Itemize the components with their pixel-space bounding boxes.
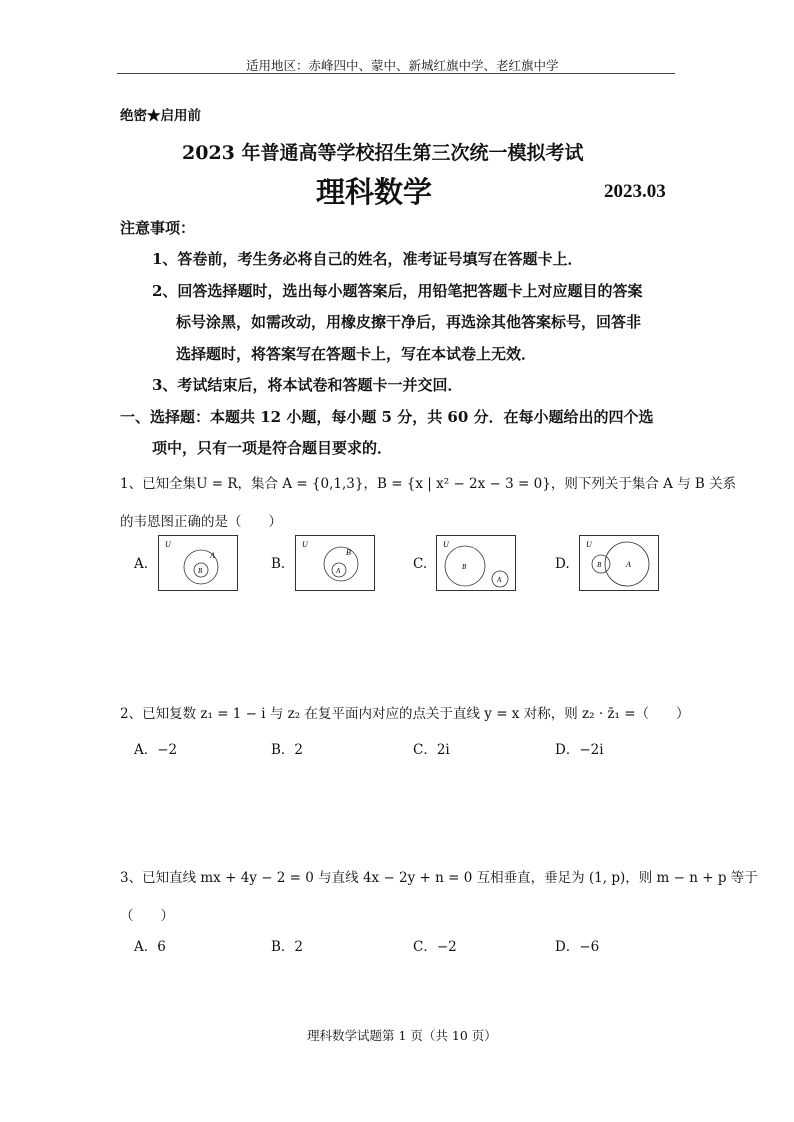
venn-d-universe-label: U bbox=[586, 540, 592, 549]
note-item: 标号涂黑，如需改动，用橡皮擦干净后，再选涂其他答案标号，回答非 bbox=[176, 313, 642, 331]
venn-b-set-b-label: B bbox=[346, 548, 351, 557]
venn-d-set-b-label: B bbox=[597, 561, 602, 569]
venn-c-set-b-label: B bbox=[462, 563, 467, 571]
notes-heading: 注意事项： bbox=[120, 219, 196, 237]
q1-option-d-label[interactable]: D. bbox=[555, 556, 570, 572]
q3-option-a[interactable]: A．6 bbox=[134, 939, 166, 955]
exam-date: 2023.03 bbox=[604, 181, 666, 202]
venn-diagram-a[interactable] bbox=[158, 535, 238, 591]
note-item: 2、回答选择题时，选出每小题答案后，用铅笔把答题卡上对应题目的答案 bbox=[152, 282, 643, 300]
note-item: 选择题时，将答案写在答题卡上，写在本试卷上无效． bbox=[176, 345, 537, 363]
venn-d-graphic bbox=[580, 536, 658, 590]
venn-diagram-d[interactable] bbox=[579, 535, 659, 591]
question-1-stem: 1、已知全集U = R，集合 A = {0,1,3}，B = {x | x² − 2x − 3 = 0}，则下列关于集合 A 与 B 关系 bbox=[120, 476, 737, 492]
note-item: 1、答卷前，考生务必将自己的姓名，准考证号填写在答题卡上． bbox=[152, 250, 583, 268]
q2-option-a[interactable]: A．−2 bbox=[134, 742, 178, 758]
venn-b-set-a-label: A bbox=[336, 567, 341, 575]
venn-diagram-c[interactable] bbox=[436, 535, 516, 591]
question-3-stem-cont: （ ） bbox=[120, 908, 174, 924]
subject-title: 理科数学 bbox=[316, 175, 433, 209]
question-1-stem-cont: 的韦恩图正确的是（ ） bbox=[120, 514, 282, 530]
venn-b-set-b bbox=[324, 547, 358, 581]
venn-a-set-a-label: A bbox=[210, 551, 215, 560]
venn-a-graphic bbox=[159, 536, 237, 590]
venn-b-graphic bbox=[296, 536, 374, 590]
venn-d-set-a-label: A bbox=[626, 560, 631, 569]
question-2-stem: 2、已知复数 z₁ = 1 − i 与 z₂ 在复平面内对应的点关于直线 y = x 对称，则 z₂ · z̄₁ =（ ） bbox=[120, 706, 690, 722]
page-footer: 理科数学试题第 1 页（共 10 页） bbox=[307, 1028, 497, 1043]
section-heading: 一、选择题：本题共 12 小题，每小题 5 分，共 60 分．在每小题给出的四个选 bbox=[120, 408, 654, 426]
venn-a-set-b-label: B bbox=[198, 567, 203, 575]
header-divider bbox=[117, 73, 675, 74]
venn-c-universe-label: U bbox=[443, 540, 449, 549]
exam-title: 2023 年普通高等学校招生第三次统一模拟考试 bbox=[182, 142, 584, 164]
q2-option-c[interactable]: C．2i bbox=[413, 742, 450, 758]
q3-option-d[interactable]: D．−6 bbox=[555, 939, 600, 955]
venn-a-universe-label: U bbox=[165, 540, 171, 549]
venn-c-graphic bbox=[437, 536, 515, 590]
venn-c-set-a-label: A bbox=[497, 576, 502, 584]
q2-option-b[interactable]: B．2 bbox=[271, 742, 304, 758]
q1-option-b-label[interactable]: B. bbox=[271, 556, 286, 572]
q3-option-b[interactable]: B．2 bbox=[271, 939, 304, 955]
venn-b-universe-label: U bbox=[302, 540, 308, 549]
question-3-stem: 3、已知直线 mx + 4y − 2 = 0 与直线 4x − 2y + n = 0 互相垂直，垂足为 (1, p)，则 m − n + p 等于 bbox=[120, 870, 758, 886]
note-item: 3、考试结束后，将本试卷和答题卡一并交回． bbox=[152, 376, 463, 394]
q2-option-d[interactable]: D．−2i bbox=[555, 742, 604, 758]
secret-mark: 绝密★启用前 bbox=[120, 108, 201, 124]
q3-option-c[interactable]: C．−2 bbox=[413, 939, 457, 955]
q1-option-c-label[interactable]: C. bbox=[413, 556, 428, 572]
q1-option-a-label[interactable]: A. bbox=[134, 556, 149, 572]
region-header: 适用地区：赤峰四中、蒙中、新城红旗中学、老红旗中学 bbox=[246, 58, 559, 73]
section-heading-cont: 项中，只有一项是符合题目要求的． bbox=[152, 439, 393, 457]
venn-diagram-b[interactable] bbox=[295, 535, 375, 591]
